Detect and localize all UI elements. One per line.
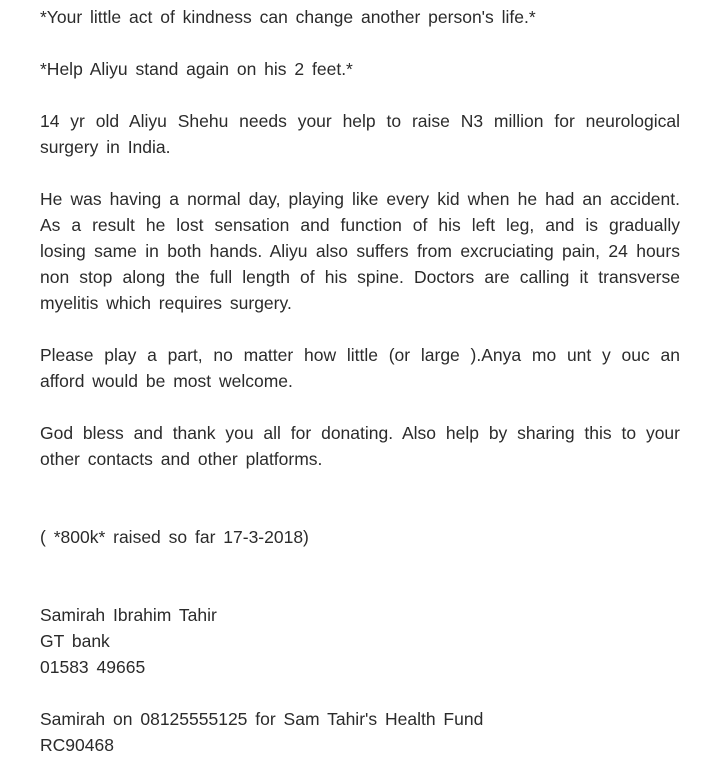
- spacer: [40, 82, 680, 108]
- raised-status: ( *800k* raised so far 17-3-2018): [40, 527, 309, 547]
- rc-number: RC90468: [40, 735, 114, 755]
- contact-line: Samirah on 08125555125 for Sam Tahir's Health Fund: [40, 709, 484, 729]
- headline-kindness: *Your little act of kindness can change another person's life.*: [40, 7, 536, 27]
- spacer: [40, 394, 680, 420]
- spacer: [40, 472, 680, 524]
- account-bank: GT bank: [40, 631, 110, 651]
- document-body: [40, 4, 680, 758]
- account-name: Samirah Ibrahim Tahir: [40, 605, 217, 625]
- spacer: [40, 680, 680, 706]
- paragraph-thanks: God bless and thank you all for donating. Also help by sharing this to your other contacts and other platforms.: [40, 423, 680, 469]
- spacer: [40, 160, 680, 186]
- spacer: [40, 316, 680, 342]
- headline-help-aliyu: *Help Aliyu stand again on his 2 feet.*: [40, 59, 353, 79]
- spacer: [40, 550, 680, 602]
- paragraph-appeal: Please play a part, no matter how little (or large ).Anya mo unt y ouc an afford would be most welcome.: [40, 345, 680, 391]
- spacer: [40, 30, 680, 56]
- account-number: 01583 49665: [40, 657, 146, 677]
- paragraph-story: He was having a normal day, playing like every kid when he had an accident. As a result he lost sensation and function of his left leg, and is gradually losing same in both hands. Aliyu also suffers from excruciating pain, 24 hours non stop along the full length of his spine. Doctors are calling it transverse myelitis which requires surgery.: [40, 189, 680, 313]
- paragraph-goal: 14 yr old Aliyu Shehu needs your help to raise N3 million for neurological surgery in India.: [40, 111, 680, 157]
